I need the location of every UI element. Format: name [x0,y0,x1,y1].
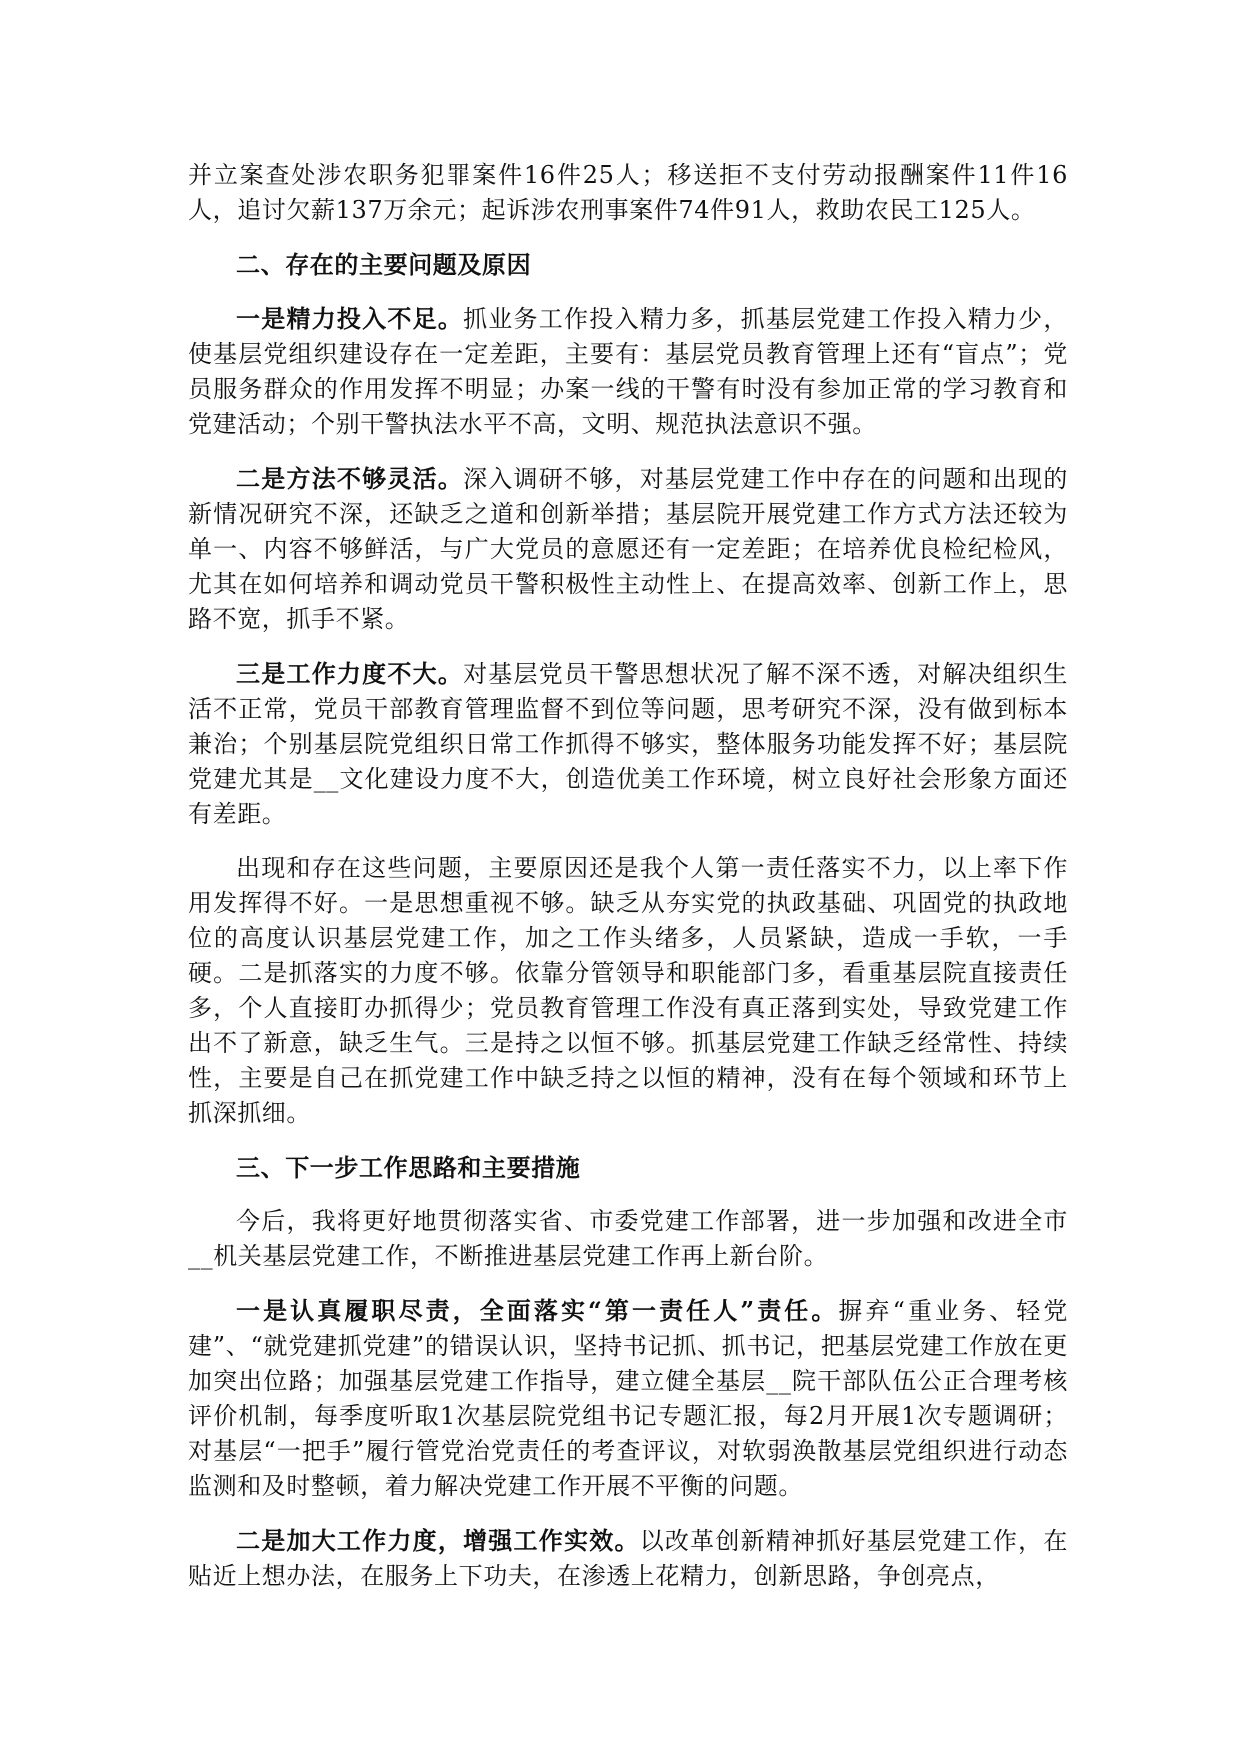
paragraph-body: 摒弃“重业务、轻党建”、“就党建抓党建”的错误认识，坚持书记抓、抓书记，把基层党建工作放在更加突出位路；加强基层党建工作指导，建立健全基层__院干部队伍公正合理考核评价机制，每季度听取1次基层院党组书记专题汇报，每2月开展1次专题调研；对基层“一把手”履行管党治党责任的考查评议，对软弱涣散基层党组织进行动态监测和及时整顿，着力解决党建工作开展不平衡的问题。 [188,1297,1068,1500]
paragraph-lead: 二是方法不够灵活。 [236,464,464,493]
paragraph-lead: 三是工作力度不大。 [236,659,464,688]
paragraph-body: 抓业务工作投入精力多，抓基层党建工作投入精力少，使基层党组织建设存在一定差距，主要有：基层党员教育管理上还有“盲点”；党员服务群众的作用发挥不明显；办案一线的干警有时没有参加正常的学习教育和党建活动；个别干警执法水平不高，文明、规范执法意识不强。 [188,305,1068,438]
paragraph-weak-intensity [188,656,1068,832]
paragraph-root-causes: 出现和存在这些问题，主要原因还是我个人第一责任落实不力，以上率下作用发挥得不好。一是思想重视不够。缺乏从夯实党的执政基础、巩固党的执政地位的高度认识基层党建工作，加之工作头绪多，人员紧缺，造成一手软，一手硬。二是抓落实的力度不够。依靠分管领导和职能部门多，看重基层院直接责任多，个人直接盯办抓得少；党员教育管理工作没有真正落到实处，导致党建工作出不了新意，缺乏生气。三是持之以恒不够。抓基层党建工作缺乏经常性、持续性，主要是自己在抓党建工作中缺乏持之以恒的精神，没有在每个领域和环节上抓深抓细。 [188,854,1068,1127]
paragraph-intro-next-steps: 今后，我将更好地贯彻落实省、市委党建工作部署，进一步加强和改进全市__机关基层党建工作，不断推进基层党建工作再上新台阶。 [188,1207,1068,1270]
paragraph-insufficient-effort [188,301,1068,442]
paragraph-case-statistics: 并立案查处涉农职务犯罪案件16件25人；移送拒不支付劳动报酬案件11件16人，追讨欠薪137万余元；起诉涉农刑事案件74件91人，救助农民工125人。 [188,161,1068,224]
paragraph-inflexible-methods [188,461,1068,637]
document-page [188,158,1068,1613]
paragraph-body: 以改革创新精神抓好基层党建工作，在贴近上想办法，在服务上下功夫，在渗透上花精力，创新思路，争创亮点， [188,1527,1068,1590]
paragraph-first-responsibility [188,1293,1068,1504]
paragraph-body: 深入调研不够，对基层党建工作中存在的问题和出现的新情况研究不深，还缺乏之道和创新举措；基层院开展党建工作方式方法还较为单一、内容不够鲜活，与广大党员的意愿还有一定差距；在培养优良检纪检风，尤其在如何培养和调动党员干警积极性主动性上、在提高效率、创新工作上，思路不宽，抓手不紧。 [188,465,1068,633]
paragraph-increase-effort [188,1523,1068,1594]
paragraph-body: 对基层党员干警思想状况了解不深不透，对解决组织生活不正常，党员干部教育管理监督不到位等问题，思考研究不深，没有做到标本兼治；个别基层院党组织日常工作抓得不够实，整体服务功能发挥不好；基层院党建尤其是__文化建设力度不大，创造优美工作环境，树立良好社会形象方面还有差距。 [188,660,1068,828]
paragraph-lead: 一是认真履职尽责，全面落实“第一责任人”责任。 [236,1296,839,1325]
paragraph-lead: 一是精力投入不足。 [236,304,464,333]
section-heading-problems: 二、存在的主要问题及原因 [236,250,532,279]
section-heading-next-steps: 三、下一步工作思路和主要措施 [236,1153,581,1182]
paragraph-lead: 二是加大工作力度，增强工作实效。 [236,1526,640,1555]
